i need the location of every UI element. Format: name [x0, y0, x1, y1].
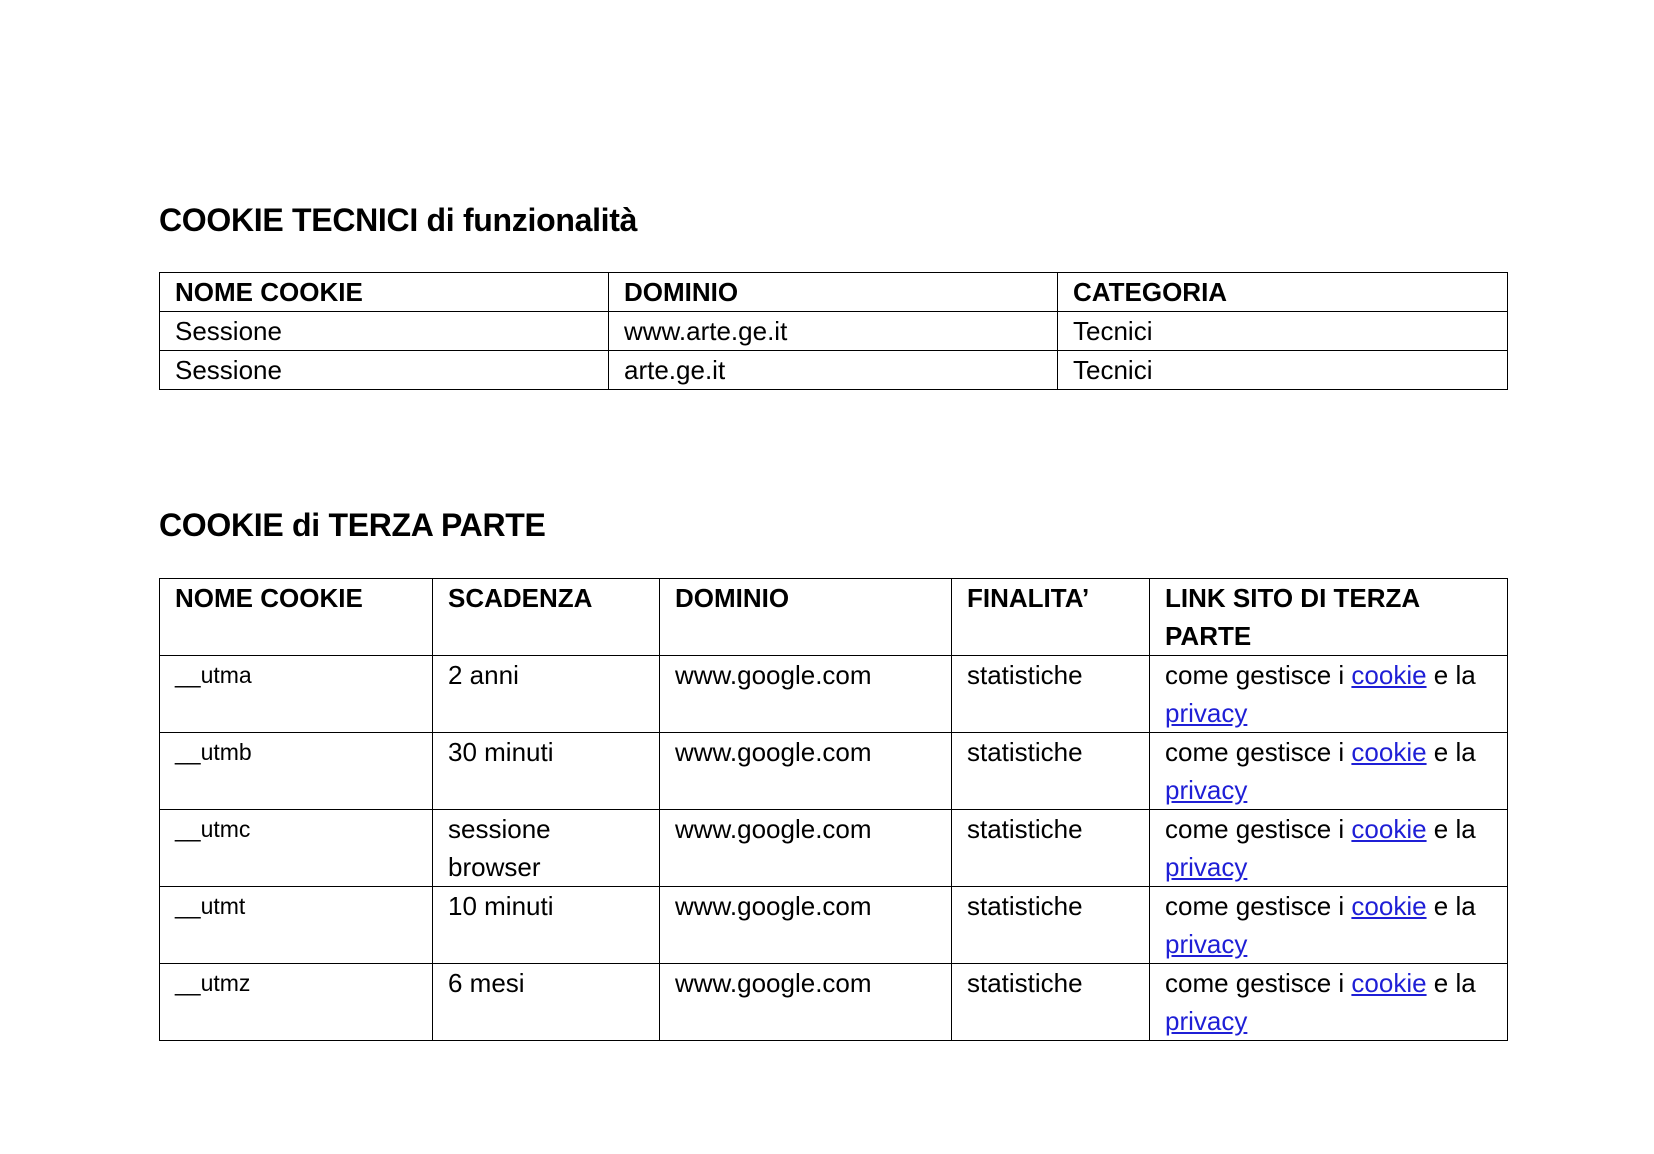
link-prefix-text: come gestisce i	[1165, 737, 1352, 767]
privacy-link[interactable]: privacy	[1165, 698, 1248, 728]
link-middle-text: e la	[1426, 660, 1476, 690]
link-middle-text: e la	[1426, 891, 1476, 921]
cell-dominio: www.google.com	[660, 733, 952, 810]
header-categoria: CATEGORIA	[1058, 273, 1508, 312]
section-title-terza-parte: COOKIE di TERZA PARTE	[159, 507, 546, 543]
cell-scadenza: 6 mesi	[433, 964, 660, 1041]
cell-categoria: Tecnici	[1058, 351, 1508, 390]
cell-nome-cookie: __utmc	[160, 810, 433, 887]
header-dominio: DOMINIO	[660, 579, 952, 656]
header-nome-cookie: NOME COOKIE	[160, 579, 433, 656]
cell-dominio: www.google.com	[660, 810, 952, 887]
cell-dominio: www.google.com	[660, 656, 952, 733]
link-prefix-text: come gestisce i	[1165, 968, 1352, 998]
cell-nome-cookie: Sessione	[160, 351, 609, 390]
cell-scadenza: sessione browser	[433, 810, 660, 887]
table-row	[160, 964, 1508, 1041]
table-row	[160, 887, 1508, 964]
cookie-link[interactable]: cookie	[1351, 814, 1427, 844]
cell-link-terza-parte	[1150, 656, 1508, 733]
cell-finalita: statistiche	[952, 810, 1150, 887]
link-prefix-text: come gestisce i	[1165, 660, 1352, 690]
header-link-terza-parte: LINK SITO DI TERZA PARTE	[1150, 579, 1508, 656]
terza-parte-cookie-table	[159, 578, 1508, 1041]
cookie-link[interactable]: cookie	[1351, 891, 1427, 921]
cell-finalita: statistiche	[952, 887, 1150, 964]
cell-nome-cookie: __utmb	[160, 733, 433, 810]
tecnici-cookie-table	[159, 272, 1508, 390]
table-row	[160, 656, 1508, 733]
section-title-tecnici: COOKIE TECNICI di funzionalità	[159, 202, 638, 238]
privacy-link[interactable]: privacy	[1165, 775, 1248, 805]
cell-finalita: statistiche	[952, 964, 1150, 1041]
cell-dominio: www.google.com	[660, 964, 952, 1041]
cell-dominio: www.arte.ge.it	[609, 312, 1058, 351]
cookie-link[interactable]: cookie	[1351, 968, 1427, 998]
cell-finalita: statistiche	[952, 656, 1150, 733]
table-row	[160, 351, 1508, 390]
cell-nome-cookie: Sessione	[160, 312, 609, 351]
link-middle-text: e la	[1426, 814, 1476, 844]
cell-nome-cookie: __utma	[160, 656, 433, 733]
cell-nome-cookie: __utmt	[160, 887, 433, 964]
table-row	[160, 312, 1508, 351]
privacy-link[interactable]: privacy	[1165, 929, 1248, 959]
cell-dominio: www.google.com	[660, 887, 952, 964]
table-header-row	[160, 273, 1508, 312]
cell-scadenza: 10 minuti	[433, 887, 660, 964]
table-header-row	[160, 579, 1508, 656]
cell-scadenza: 30 minuti	[433, 733, 660, 810]
cell-link-terza-parte	[1150, 733, 1508, 810]
link-prefix-text: come gestisce i	[1165, 814, 1352, 844]
cell-dominio: arte.ge.it	[609, 351, 1058, 390]
header-scadenza: SCADENZA	[433, 579, 660, 656]
table-row	[160, 733, 1508, 810]
header-nome-cookie: NOME COOKIE	[160, 273, 609, 312]
privacy-link[interactable]: privacy	[1165, 852, 1248, 882]
link-prefix-text: come gestisce i	[1165, 891, 1352, 921]
cell-link-terza-parte	[1150, 887, 1508, 964]
link-middle-text: e la	[1426, 968, 1476, 998]
cookie-link[interactable]: cookie	[1351, 660, 1427, 690]
privacy-link[interactable]: privacy	[1165, 1006, 1248, 1036]
cookie-link[interactable]: cookie	[1351, 737, 1427, 767]
cell-link-terza-parte	[1150, 810, 1508, 887]
link-middle-text: e la	[1426, 737, 1476, 767]
cell-link-terza-parte	[1150, 964, 1508, 1041]
header-dominio: DOMINIO	[609, 273, 1058, 312]
header-finalita: FINALITA’	[952, 579, 1150, 656]
cell-categoria: Tecnici	[1058, 312, 1508, 351]
cell-scadenza: 2 anni	[433, 656, 660, 733]
cell-nome-cookie: __utmz	[160, 964, 433, 1041]
table-row	[160, 810, 1508, 887]
cell-finalita: statistiche	[952, 733, 1150, 810]
